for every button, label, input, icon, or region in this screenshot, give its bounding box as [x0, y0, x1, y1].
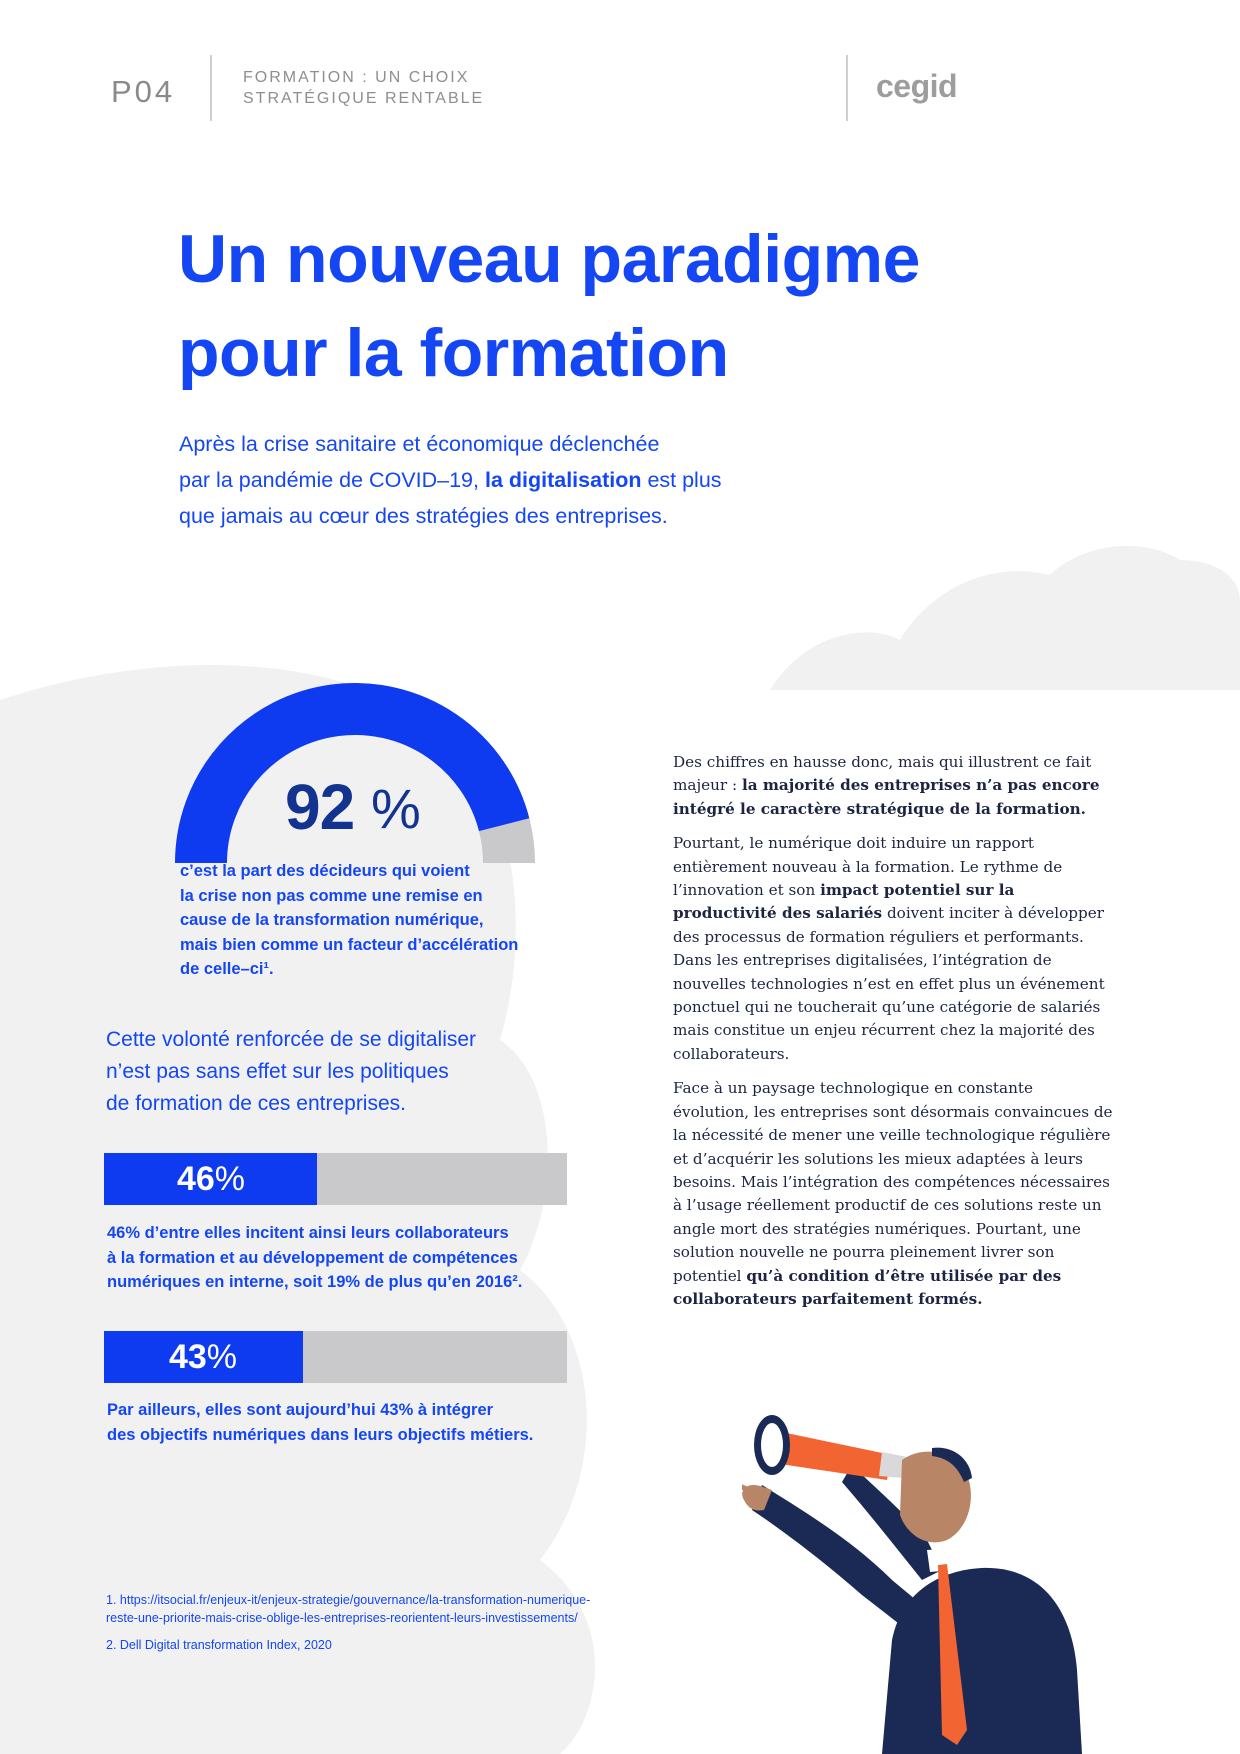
footnote-1-line2: reste-une-priorite-mais-crise-oblige-les-entreprises-reorientent-leurs-investissements/: [106, 1611, 578, 1625]
gauge-unit: %: [371, 777, 421, 840]
body-text: doivent inciter à développer des processus de formation réguliers et performants. Dans les entreprises digitalisées, l’intégration de nouvelles technologies n’est en effet plus un événement ponctuel qui ne toucherait qu’une catégorie de salariés mais constitue un enjeu récurrent chez la majorité des collaborateurs.: [673, 904, 1105, 1063]
intro-line2: [179, 462, 819, 498]
gauge-caption-line: de celle–ci¹.: [180, 960, 274, 978]
gauge-caption-line: c’est la part des décideurs qui voient: [180, 862, 470, 880]
header-divider-right: [846, 55, 848, 121]
stat-bar-46: [104, 1153, 567, 1205]
section-title-line1: FORMATION : UN CHOIX: [243, 69, 470, 86]
body-paragraph-2: [673, 832, 1113, 1066]
stat-caption-line: Par ailleurs, elles sont aujourd’hui 43% à intégrer: [107, 1401, 494, 1419]
stat-caption-line: des objectifs numériques dans leurs objectifs métiers.: [107, 1425, 534, 1444]
gauge-value: 92: [285, 771, 355, 843]
intro-paragraph: [179, 426, 819, 534]
body-text: Pourtant, le numérique doit induire un rapport entièrement nouveau à la formation. Le rythme de l’innovation et son: [673, 834, 1063, 900]
stat-bar-43: [104, 1331, 567, 1383]
lead-line: n’est pas sans effet sur les politiques: [106, 1060, 449, 1083]
stat-number: 43: [168, 1338, 207, 1376]
lead-paragraph: [106, 1024, 566, 1120]
cegid-logo: cegid: [876, 68, 958, 104]
stat-bar-label: [104, 1153, 318, 1205]
page-title-line2: pour la formation: [178, 315, 729, 391]
body-text-column: [673, 751, 1113, 1322]
body-text: Face à un paysage technologique en constante évolution, les entreprises sont désormais convaincues de la nécessité de mener une veille technologique régulière et d’acquérir les solutions les mieux adaptées à leurs besoins. Mais l’intégration des compétences nécessaires à l’usage réellement productif de ces solutions reste un angle mort des stratégies numériques. Pourtant, une solution nouvelle ne pourra pleinement livrer son potentiel: [673, 1079, 1113, 1285]
gauge-caption-line: cause de la transformation numérique,: [180, 911, 484, 929]
footnote-2: 2. Dell Digital transformation Index, 2020: [106, 1638, 332, 1652]
intro-highlight: la digitalisation: [484, 468, 642, 492]
body-emphasis: la majorité des entreprises n’a pas encore intégré le caractère stratégique de la formation.: [673, 776, 1100, 818]
intro-line2-pre: par la pandémie de COVID–19,: [179, 468, 485, 492]
footnote-1-line1: 1. https://itsocial.fr/enjeux-it/enjeux-strategie/gouvernance/la-transformation-numerique-: [106, 1593, 591, 1607]
gauge-caption: [180, 859, 560, 982]
intro-line1: Après la crise sanitaire et économique déclenchée: [179, 432, 660, 456]
stat-caption-line: à la formation et au développement de compétences: [107, 1248, 518, 1267]
gauge-caption-line: mais bien comme un facteur d’accélération: [180, 935, 519, 954]
stat-bar-label: [104, 1331, 302, 1383]
body-emphasis: impact potentiel sur la productivité des salariés: [673, 881, 1015, 923]
lead-line: de formation de ces entreprises.: [106, 1092, 406, 1115]
man-with-telescope-illustration: [742, 1390, 1102, 1754]
stat-caption: [107, 1221, 577, 1295]
gauge-track: [504, 825, 509, 863]
page-title-line1: Un nouveau paradigme: [178, 221, 920, 297]
page-title: [178, 212, 1078, 400]
body-paragraph-3: [673, 1077, 1113, 1311]
gauge-caption-line: la crise non pas comme une remise en: [180, 886, 483, 905]
lead-line: Cette volonté renforcée de se digitaliser: [106, 1028, 477, 1051]
footnotes: [106, 1591, 706, 1663]
stat-caption-line: 46% d’entre elles incitent ainsi leurs collaborateurs: [107, 1224, 509, 1242]
page-number: P04: [111, 74, 176, 109]
body-paragraph-1: [673, 751, 1113, 821]
body-emphasis: qu’à condition d’être utilisée par des collaborateurs parfaitement formés.: [673, 1266, 1062, 1308]
section-title-line2: STRATÉGIQUE RENTABLE: [243, 90, 485, 107]
stat-number: 46: [176, 1160, 215, 1198]
stat-unit: %: [214, 1160, 246, 1198]
header-divider: [210, 55, 212, 121]
stat-caption: [107, 1398, 577, 1447]
section-title: [243, 67, 484, 109]
body-text: Des chiffres en hausse donc, mais qui illustrent ce fait majeur :: [673, 753, 1092, 795]
stat-unit: %: [206, 1338, 238, 1376]
intro-line2-post: est plus: [641, 468, 722, 492]
intro-line3: que jamais au cœur des stratégies des entreprises.: [179, 504, 668, 528]
stat-caption-line: numériques en interne, soit 19% de plus qu’en 2016².: [107, 1273, 523, 1291]
footnote-1: [106, 1591, 706, 1627]
